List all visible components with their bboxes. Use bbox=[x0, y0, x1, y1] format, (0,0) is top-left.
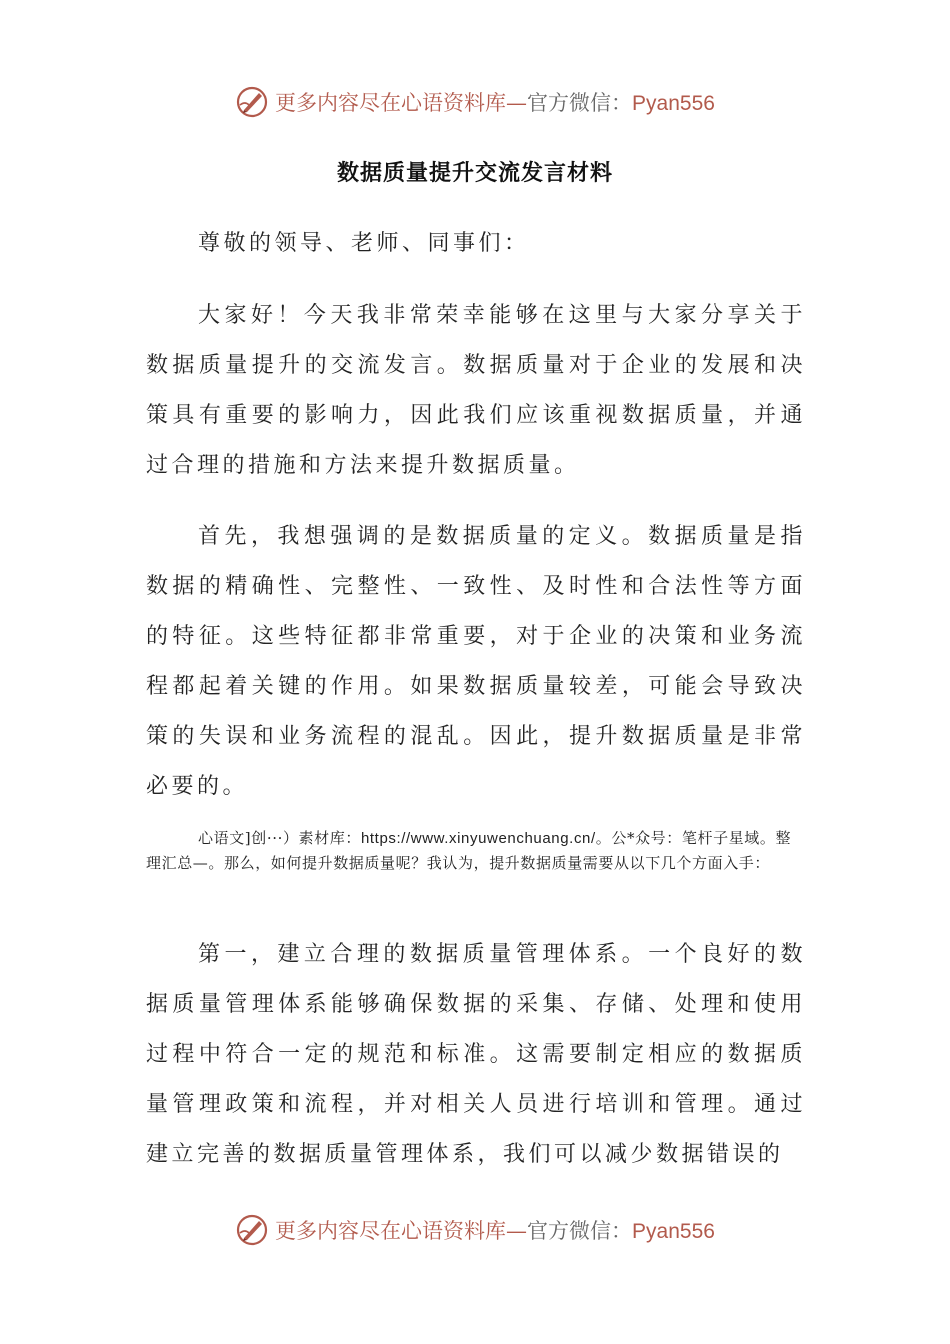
paragraph-first-point: 第一，建立合理的数据质量管理体系。一个良好的数据质量管理体系能够确保数据的采集、存储、处理和使用过程中符合一定的规范和标准。这需要制定相应的数据质量管理政策和流程，并对相关人员进行培训和管理。通过建立完善的数据质量管理体系，我们可以减少数据错误的 bbox=[146, 942, 806, 1167]
note-url: https://www.xinyuwenchuang.cn/ bbox=[360, 830, 596, 847]
watermark-official: 官方微信： bbox=[527, 91, 633, 115]
quill-logo-icon bbox=[235, 1213, 269, 1247]
note-suffix: 。公*众号：笔杆子星域。整理汇总—。那么，如何提升数据质量呢？我认为，提升数据质量需要从以下几个方面入手： bbox=[146, 829, 792, 872]
watermark-footer bbox=[0, 1210, 950, 1250]
greeting: 尊敬的领导、老师、同事们： bbox=[198, 231, 530, 256]
watermark-text bbox=[275, 87, 715, 117]
watermark-header bbox=[0, 82, 950, 122]
watermark-id: Pyan556 bbox=[632, 92, 715, 115]
watermark-prefix: 更多内容尽在心语资料库 bbox=[275, 91, 507, 115]
inserted-note bbox=[146, 826, 806, 876]
note-prefix: 心语文]创···）素材库： bbox=[198, 829, 361, 847]
watermark-official: 官方微信： bbox=[527, 1219, 633, 1243]
watermark-text bbox=[275, 1215, 715, 1245]
document-title: 数据质量提升交流发言材料 bbox=[336, 161, 613, 186]
watermark-prefix: 更多内容尽在心语资料库 bbox=[275, 1219, 507, 1243]
paragraph-intro: 大家好！今天我非常荣幸能够在这里与大家分享关于数据质量提升的交流发言。数据质量对于企业的发展和决策具有重要的影响力，因此我们应该重视数据质量，并通过合理的措施和方法来提升数据质量。 bbox=[146, 303, 806, 478]
watermark-id: Pyan556 bbox=[632, 1220, 715, 1243]
watermark-dash: — bbox=[506, 91, 528, 115]
paragraph-definition: 首先，我想强调的是数据质量的定义。数据质量是指数据的精确性、完整性、一致性、及时性和合法性等方面的特征。这些特征都非常重要，对于企业的决策和业务流程都起着关键的作用。如果数据质量较差，可能会导致决策的失误和业务流程的混乱。因此，提升数据质量是非常必要的。 bbox=[146, 524, 806, 799]
watermark-dash: — bbox=[506, 1219, 528, 1243]
quill-logo-icon bbox=[235, 85, 269, 119]
